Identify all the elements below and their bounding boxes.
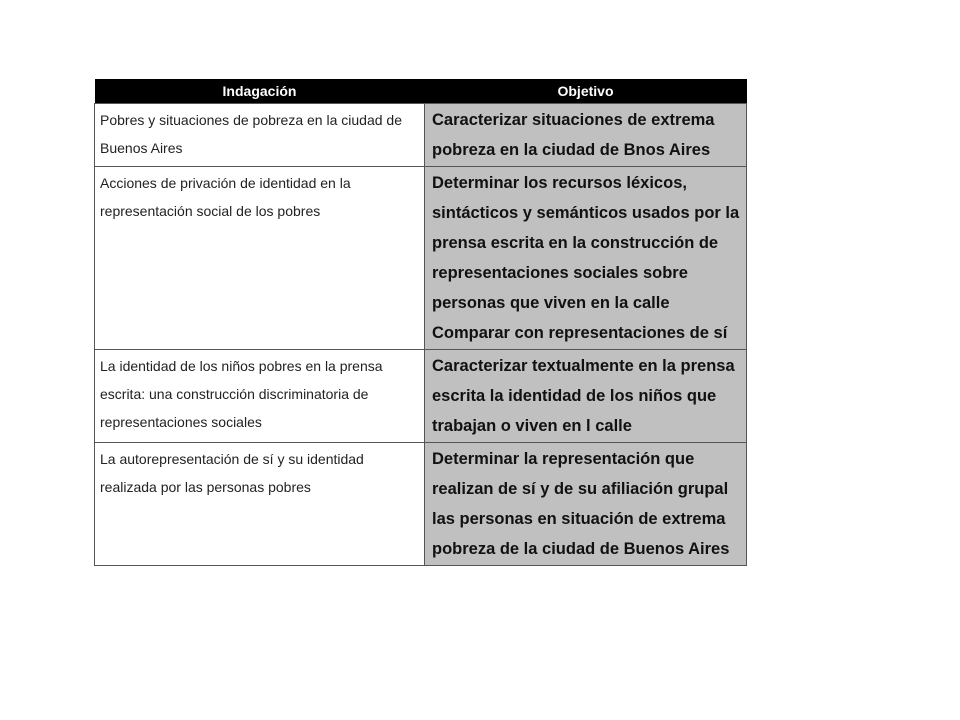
objetivo-text: Comparar con representaciones de sí [432,324,728,342]
table-header-row [95,79,747,104]
objetivo-text: Caracterizar textualmente en la prensa escrita la identidad de los niños que trabajan o viven en l calle [432,357,735,435]
research-table [94,79,747,566]
table-row [95,443,747,566]
header-indagacion: Indagación [95,79,425,104]
indagacion-cell: La identidad de los niños pobres en la prensa escrita: una construcción discriminatoria de representaciones sociales [95,350,425,443]
table-row [95,104,747,167]
objetivo-cell [425,104,747,167]
objetivo-cell [425,350,747,443]
objetivo-text: Determinar la representación que realizan de sí y de su afiliación grupal las personas en situación de extrema pobreza de la ciudad de Buenos Aires [432,450,730,558]
table-row [95,167,747,350]
objetivo-text: Determinar los recursos léxicos, sintácticos y semánticos usados por la prensa escrita en la construcción de representaciones sociales sobre personas que viven en la calle [432,174,740,312]
objetivo-cell [425,167,747,350]
indagacion-cell: La autorepresentación de sí y su identidad realizada por las personas pobres [95,443,425,566]
objetivo-cell [425,443,747,566]
table-row [95,350,747,443]
objetivo-text: Caracterizar situaciones de extrema pobreza en la ciudad de Bnos Aires [432,111,715,159]
indagacion-cell: Pobres y situaciones de pobreza en la ciudad de Buenos Aires [95,104,425,167]
header-objetivo: Objetivo [425,79,747,104]
indagacion-cell: Acciones de privación de identidad en la representación social de los pobres [95,167,425,350]
